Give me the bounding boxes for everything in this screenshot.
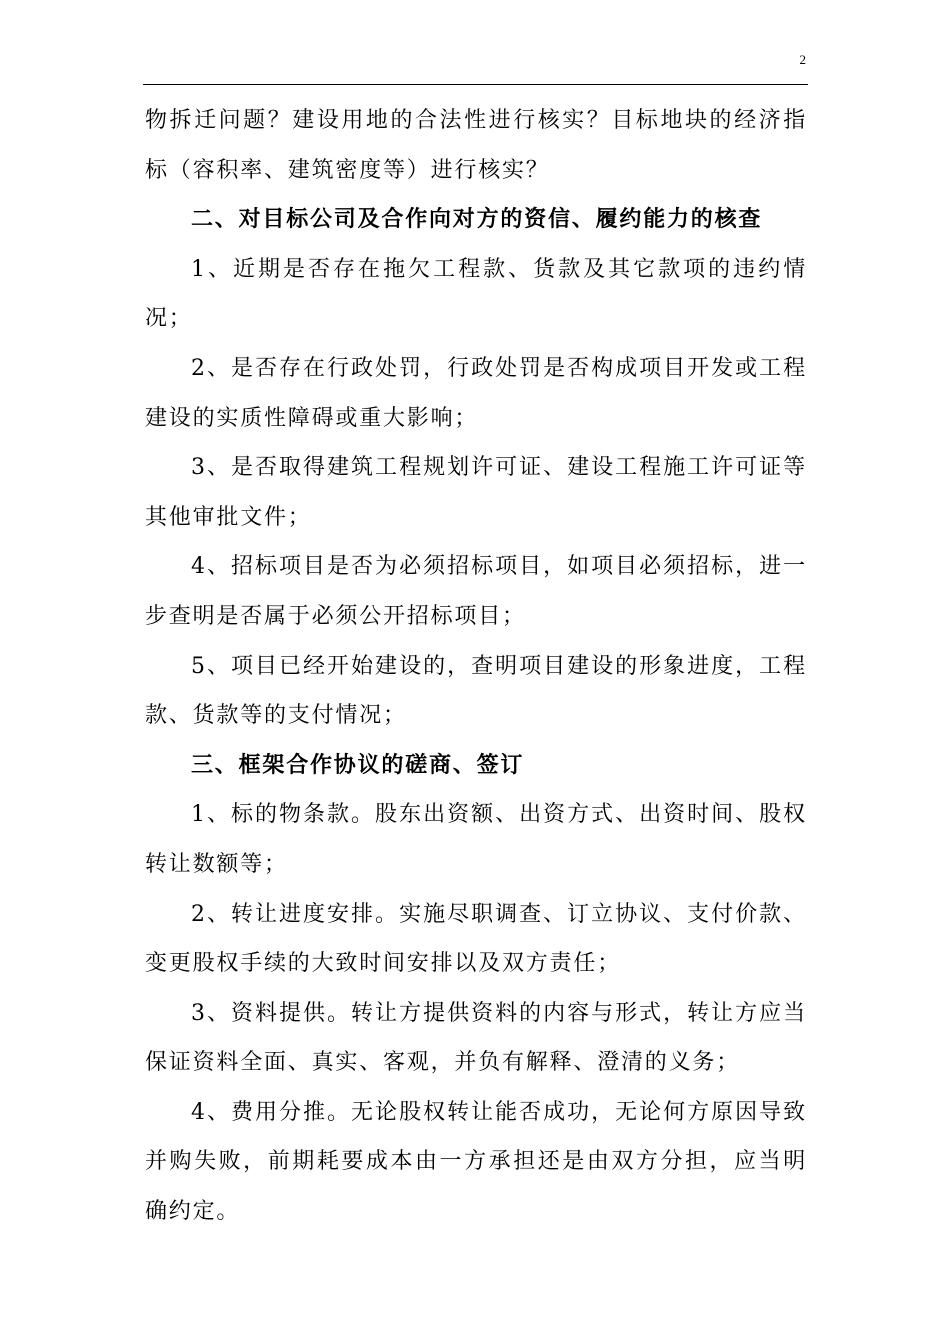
section-2-item-1: 1、近期是否存在拖欠工程款、货款及其它款项的违约情况； bbox=[145, 256, 807, 332]
section-2-item-3: 3、是否取得建筑工程规划许可证、建设工程施工许可证等其他审批文件； bbox=[145, 455, 807, 530]
section-3-heading: 三、框架合作协议的磋商、签订 bbox=[191, 751, 525, 778]
header-rule bbox=[143, 84, 808, 85]
section-2-item-5: 5、项目已经开始建设的，查明项目建设的形象进度，工程款、货款等的支付情况； bbox=[145, 653, 807, 729]
section-3-item-2: 2、转让进度安排。实施尽职调查、订立协议、支付价款、变更股权手续的大致时间安排以及双方责任； bbox=[145, 901, 807, 977]
section-3-item-3: 3、资料提供。转让方提供资料的内容与形式，转让方应当保证资料全面、真实、客观，并负有解释、澄清的义务； bbox=[145, 1000, 807, 1076]
paragraph-continuation: 物拆迁问题？建设用地的合法性进行核实？目标地块的经济指标（容积率、建筑密度等）进行核实？ bbox=[145, 108, 807, 183]
page-number: 2 bbox=[799, 52, 806, 67]
section-2-heading: 二、对目标公司及合作向对方的资信、履约能力的核查 bbox=[191, 206, 763, 233]
document-body bbox=[145, 96, 807, 1237]
section-3-item-1: 1、标的物条款。股东出资额、出资方式、出资时间、股权转让数额等； bbox=[145, 802, 807, 877]
section-2-item-4: 4、招标项目是否为必须招标项目，如项目必须招标，进一步查明是否属于必须公开招标项目； bbox=[145, 554, 807, 629]
section-2-item-2: 2、是否存在行政处罚，行政处罚是否构成项目开发或工程建设的实质性障碍或重大影响； bbox=[145, 355, 807, 431]
section-3-item-4: 4、费用分推。无论股权转让能否成功，无论何方原因导致并购失败，前期耗要成本由一方承担还是由双方分担，应当明确约定。 bbox=[145, 1099, 807, 1225]
